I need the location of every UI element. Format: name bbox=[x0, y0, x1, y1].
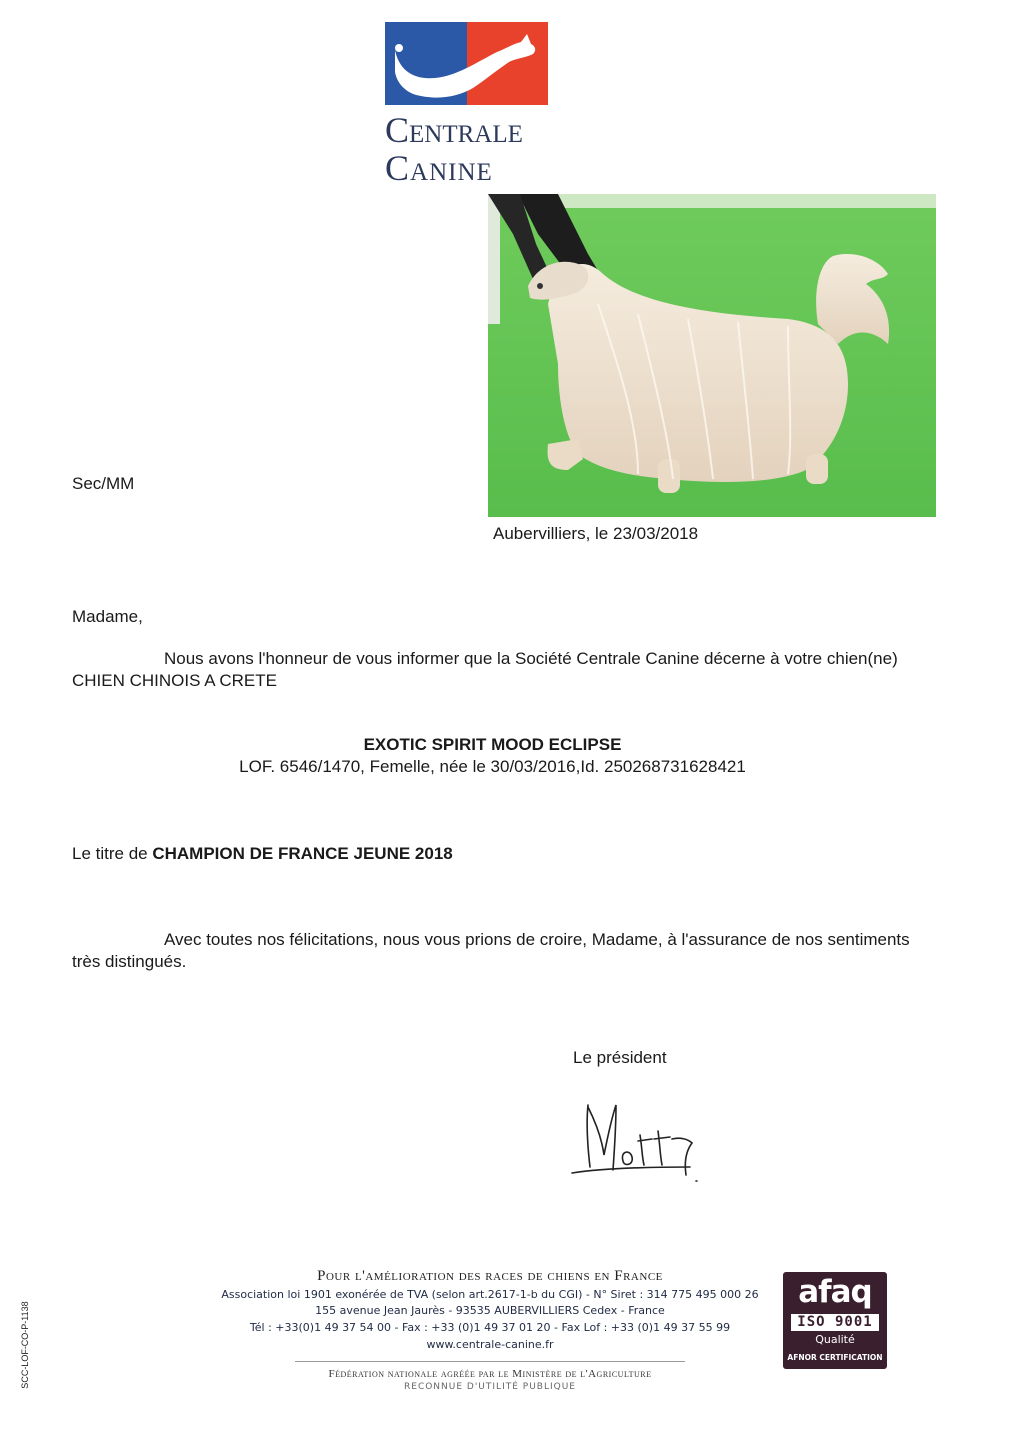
handwritten-signature-icon bbox=[568, 1095, 703, 1190]
title-award: CHAMPION DE FRANCE JEUNE 2018 bbox=[152, 844, 453, 863]
logo-wordmark bbox=[385, 111, 550, 187]
leaping-dog-icon bbox=[385, 22, 548, 105]
logo-line-1: Centrale bbox=[385, 110, 523, 150]
title-prefix: Le titre de bbox=[72, 844, 153, 863]
crested-dog-photo-icon bbox=[488, 194, 936, 517]
centrale-canine-logo bbox=[385, 22, 550, 187]
paragraph-award-notice: Nous avons l'honneur de vous informer que la Société Centrale Canine décerne à votre chien(ne) CHIEN CHINOIS A CRETE bbox=[72, 649, 898, 690]
footer-motto: Pour l'amélioration des races de chiens en France bbox=[317, 1268, 663, 1284]
document-code: SCC-LOF-CO-P-1138 bbox=[20, 1301, 30, 1389]
footer-recognition: RECONNUE D'UTILITÉ PUBLIQUE bbox=[404, 1382, 576, 1392]
dog-name: EXOTIC SPIRIT MOOD ECLIPSE bbox=[363, 735, 622, 754]
title-line bbox=[72, 843, 453, 865]
footer-association-info: Association loi 1901 exonérée de TVA (selon art.2617-1-b du CGI) - N° Siret : 314 775 495 000 26 bbox=[221, 1288, 759, 1301]
afaq-brand: afaq bbox=[798, 1274, 872, 1310]
dog-photo bbox=[488, 194, 936, 517]
afaq-iso: ISO 9001 bbox=[791, 1314, 879, 1331]
letter-reference: Sec/MM bbox=[72, 474, 135, 493]
logo-line-2: Canine bbox=[385, 148, 493, 188]
afaq-cert: AFNOR CERTIFICATION bbox=[787, 1353, 883, 1362]
footer-website[interactable]: www.centrale-canine.fr bbox=[426, 1338, 554, 1351]
place-date: Aubervilliers, le 23/03/2018 bbox=[493, 524, 699, 543]
footer-federation: Fédération nationale agréée par le Ministère de l'Agriculture bbox=[328, 1368, 652, 1380]
footer-address: 155 avenue Jean Jaurès - 93535 AUBERVILLIERS Cedex - France bbox=[315, 1304, 665, 1317]
footer-phone-fax: Tél : +33(0)1 49 37 54 00 - Fax : +33 (0)1 49 37 01 20 - Fax Lof : +33 (0)1 49 37 55 99 bbox=[249, 1321, 731, 1334]
afaq-quality: Qualité bbox=[815, 1333, 855, 1346]
closing-paragraph: Avec toutes nos félicitations, nous vous prions de croire, Madame, à l'assurance de nos sentiments très distingués. bbox=[72, 930, 910, 971]
footer-divider bbox=[295, 1361, 685, 1362]
salutation: Madame, bbox=[72, 607, 143, 626]
signer-title: Le président bbox=[573, 1048, 667, 1067]
afaq-iso-badge-icon bbox=[783, 1272, 887, 1369]
dog-details: LOF. 6546/1470, Femelle, née le 30/03/2016,Id. 250268731628421 bbox=[239, 757, 746, 776]
